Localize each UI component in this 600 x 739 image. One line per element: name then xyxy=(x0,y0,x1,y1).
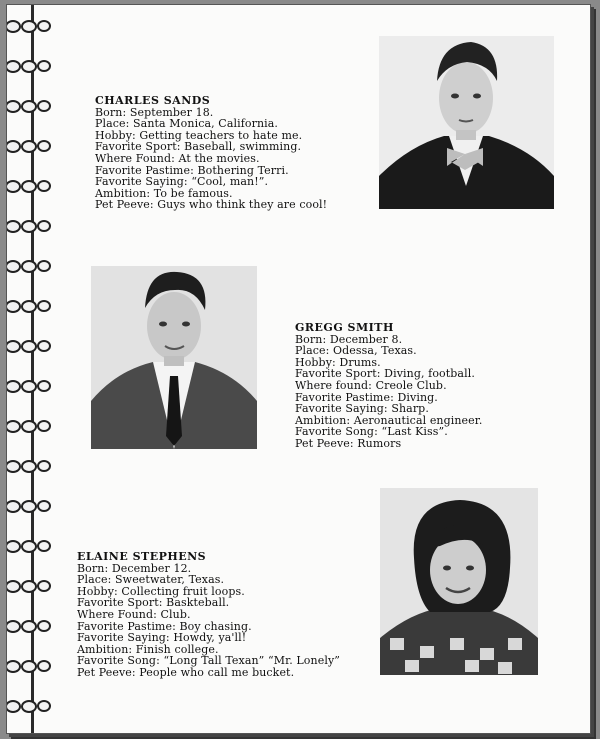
ring-loop xyxy=(37,460,51,472)
ring-loop xyxy=(6,260,21,273)
favorite-pastime-line: Favorite Pastime: Diving. xyxy=(295,390,438,404)
favorite-saying-line: Favorite Saying: Howdy, ya'll! xyxy=(77,631,247,645)
ring-loop xyxy=(6,20,21,33)
entry-elaine-stephens xyxy=(77,551,340,679)
ring-loop xyxy=(6,140,21,153)
ring-loop xyxy=(37,180,51,192)
ring-loop xyxy=(6,620,21,633)
binding-ring xyxy=(6,338,55,352)
favorite-pastime-line: Favorite Pastime: Boy chasing. xyxy=(77,619,252,633)
ring-loop xyxy=(21,620,37,633)
binding-ring xyxy=(6,258,55,272)
ring-loop xyxy=(21,540,37,553)
ring-loop xyxy=(37,20,51,32)
ring-loop xyxy=(6,380,21,393)
ring-loop xyxy=(6,580,21,593)
ambition-line: Ambition: Aeronautical engineer. xyxy=(295,413,483,427)
binding-ring xyxy=(6,538,55,552)
pet-peeve-line: Pet Peeve: Guys who think they are cool! xyxy=(95,198,328,212)
ring-loop xyxy=(37,660,51,672)
ring-loop xyxy=(21,20,37,33)
favorite-song-line: Favorite Song: “Last Kiss”. xyxy=(295,425,448,439)
portrait-elaine-stephens xyxy=(380,488,538,675)
ring-loop xyxy=(21,100,37,113)
ring-loop xyxy=(6,340,21,353)
ring-loop xyxy=(37,300,51,312)
student-name: CHARLES SANDS xyxy=(95,94,211,107)
ring-loop xyxy=(21,500,37,513)
ring-loop xyxy=(21,580,37,593)
ring-loop xyxy=(37,340,51,352)
ring-loop xyxy=(21,300,37,313)
ring-loop xyxy=(37,220,51,232)
pet-peeve-line: Pet Peeve: People who call me bucket. xyxy=(77,665,295,679)
ring-loop xyxy=(37,140,51,152)
ambition-line: Ambition: To be famous. xyxy=(95,186,233,200)
ring-loop xyxy=(37,100,51,112)
ring-loop xyxy=(21,220,37,233)
binding-ring xyxy=(6,418,55,432)
ring-loop xyxy=(6,100,21,113)
where-found-line: Where Found: Club. xyxy=(77,607,191,621)
ring-loop xyxy=(21,340,37,353)
ring-loop xyxy=(21,420,37,433)
ring-loop xyxy=(21,140,37,153)
ring-loop xyxy=(37,620,51,632)
favorite-sport-line: Favorite Sport: Baseball, swimming. xyxy=(95,140,302,154)
ring-loop xyxy=(6,220,21,233)
ring-loop xyxy=(6,300,21,313)
binding-ring xyxy=(6,378,55,392)
born-line: Born: September 18. xyxy=(95,105,214,119)
pet-peeve-line: Pet Peeve: Rumors xyxy=(295,436,402,450)
portrait-charles-sands xyxy=(379,36,554,209)
ring-loop xyxy=(6,700,21,713)
ring-loop xyxy=(37,420,51,432)
student-name: ELAINE STEPHENS xyxy=(77,550,207,563)
favorite-saying-line: Favorite Saying: Sharp. xyxy=(295,402,429,416)
ambition-line: Ambition: Finish college. xyxy=(77,642,219,656)
favorite-sport-line: Favorite Sport: Baskteball. xyxy=(77,596,230,610)
ring-loop xyxy=(37,700,51,712)
ring-loop xyxy=(21,180,37,193)
hobby-line: Hobby: Drums. xyxy=(295,355,381,369)
place-line: Place: Santa Monica, California. xyxy=(95,117,279,131)
ring-loop xyxy=(37,60,51,72)
place-line: Place: Sweetwater, Texas. xyxy=(77,573,225,587)
ring-loop xyxy=(21,260,37,273)
ring-loop xyxy=(37,580,51,592)
ring-loop xyxy=(6,500,21,513)
binding-ring xyxy=(6,578,55,592)
ring-loop xyxy=(37,540,51,552)
place-line: Place: Odessa, Texas. xyxy=(295,344,417,358)
binding-ring xyxy=(6,298,55,312)
binding-ring xyxy=(6,178,55,192)
born-line: Born: December 8. xyxy=(295,332,403,346)
binding-ring xyxy=(6,618,55,632)
ring-loop xyxy=(6,540,21,553)
entry-charles-sands xyxy=(95,95,327,211)
favorite-saying-line: Favorite Saying: “Cool, man!”. xyxy=(95,175,269,189)
ring-loop xyxy=(37,260,51,272)
ring-loop xyxy=(6,180,21,193)
portrait-gregg-smith xyxy=(91,266,257,449)
binding-ring xyxy=(6,58,55,72)
ring-loop xyxy=(37,500,51,512)
entry-gregg-smith xyxy=(295,322,483,450)
ring-loop xyxy=(21,660,37,673)
favorite-song-line: Favorite Song: “Long Tall Texan” “Mr. Lonely” xyxy=(77,654,340,668)
binding-ring xyxy=(6,498,55,512)
binding-ring xyxy=(6,458,55,472)
binding-ring xyxy=(6,658,55,672)
ring-loop xyxy=(6,420,21,433)
binding-ring xyxy=(6,698,55,712)
binding-ring xyxy=(6,138,55,152)
binding-ring xyxy=(6,218,55,232)
ring-loop xyxy=(6,60,21,73)
ring-loop xyxy=(21,700,37,713)
ring-loop xyxy=(37,380,51,392)
favorite-pastime-line: Favorite Pastime: Bothering Terri. xyxy=(95,163,289,177)
student-name: GREGG SMITH xyxy=(295,321,394,334)
yearbook-page xyxy=(6,4,591,734)
ring-loop xyxy=(6,460,21,473)
hobby-line: Hobby: Collecting fruit loops. xyxy=(77,584,245,598)
hobby-line: Hobby: Getting teachers to hate me. xyxy=(95,128,303,142)
ring-loop xyxy=(6,660,21,673)
born-line: Born: December 12. xyxy=(77,561,192,575)
where-found-line: Where found: Creole Club. xyxy=(295,378,447,392)
ring-loop xyxy=(21,460,37,473)
ring-loop xyxy=(21,60,37,73)
binding-ring xyxy=(6,98,55,112)
ring-loop xyxy=(21,380,37,393)
where-found-line: Where Found: At the movies. xyxy=(95,151,260,165)
favorite-sport-line: Favorite Sport: Diving, football. xyxy=(295,367,475,381)
binding-ring xyxy=(6,18,55,32)
